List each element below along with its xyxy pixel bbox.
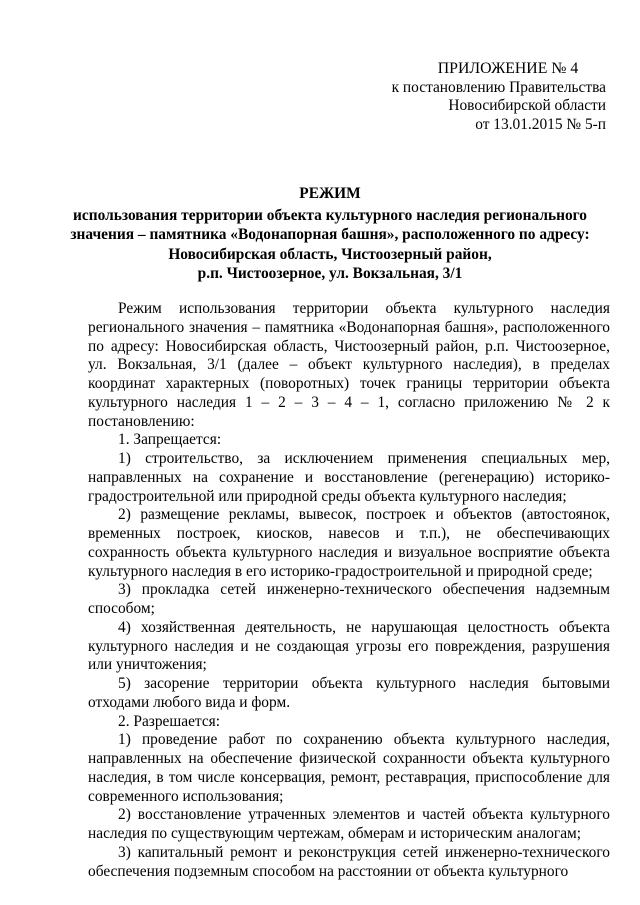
heading-line: Новосибирская область, Чистоозерный район, — [168, 245, 492, 263]
heading-line: р.п. Чистоозерное, ул. Вокзальная, 3/1 — [197, 265, 463, 282]
heading-line: использования территории объекта культурного наследия регионального — [73, 206, 587, 224]
intro-paragraph: Режим использования территории объекта культурного наследия регионального значения – памятника «Водонапорная башня», расположенного по адресу: Новосибирская область, Чистоозерный район, р.п. Чистоозерное, ул. Вокзальная, 3/1 (далее – объект культурного наследия), в пределах координат характерных (поворотных) точек границы территории объекта культурного наследия 1 – 2 – 3 – 4 – 1, согласно приложению № 2 к постановлению: — [88, 300, 610, 430]
prohibited-item: 1) строительство, за исключением применения специальных мер, направленных на сохранение и восстановление (регенерацию) историко-градостроительной или природной среды объекта культурного наследия; — [88, 450, 610, 505]
appendix-title: ПРИЛОЖЕНИЕ № 4 — [437, 60, 579, 77]
document-body — [88, 300, 610, 881]
prohibited-item: 5) засорение территории объекта культурного наследия бытовыми отходами любого вида и форм. — [88, 675, 610, 711]
prohibited-item: 2) размещение рекламы, вывесок, построек и объектов (автостоянок, временных построек, киосков, навесов и т.п.), не обеспечивающих сохранность объекта культурного наследия и визуальное восприятие объекта культурного наследия в его историко-градостроительной и природной среде; — [88, 506, 610, 580]
appendix-header — [346, 60, 606, 134]
allowed-item: 3) капитальный ремонт и реконструкция сетей инженерно-технического обеспечения подземным способом на расстоянии от объекта культурного — [88, 843, 610, 880]
section-heading-allowed: 2. Разрешается: — [118, 712, 221, 730]
section-heading-prohibited: 1. Запрещается: — [118, 431, 222, 449]
appendix-line: Новосибирской области — [448, 97, 606, 114]
allowed-item: 1) проведение работ по сохранению объекта культурного наследия, направленных на обеспечение физической сохранности объекта культурного наследия, в том числе консервация, ремонт, реставрация, приспособление для современного использования; — [88, 731, 610, 805]
appendix-line: от 13.01.2015 № 5-п — [475, 115, 606, 133]
document-heading — [70, 184, 590, 284]
heading-title: РЕЖИМ — [299, 185, 361, 202]
heading-line: значения – памятника «Водонапорная башня», расположенного по адресу: — [70, 226, 590, 243]
allowed-item: 2) восстановление утраченных элементов и частей объекта культурного наследия по существующим чертежам, обмерам и историческим аналогам; — [88, 806, 610, 842]
appendix-line: к постановлению Правительства — [391, 78, 606, 96]
prohibited-item: 4) хозяйственная деятельность, не нарушающая целостность объекта культурного наследия и не создающая угрозы его повреждения, разрушения или уничтожения; — [88, 618, 610, 674]
prohibited-item: 3) прокладка сетей инженерно-технического обеспечения надземным способом; — [88, 581, 610, 617]
